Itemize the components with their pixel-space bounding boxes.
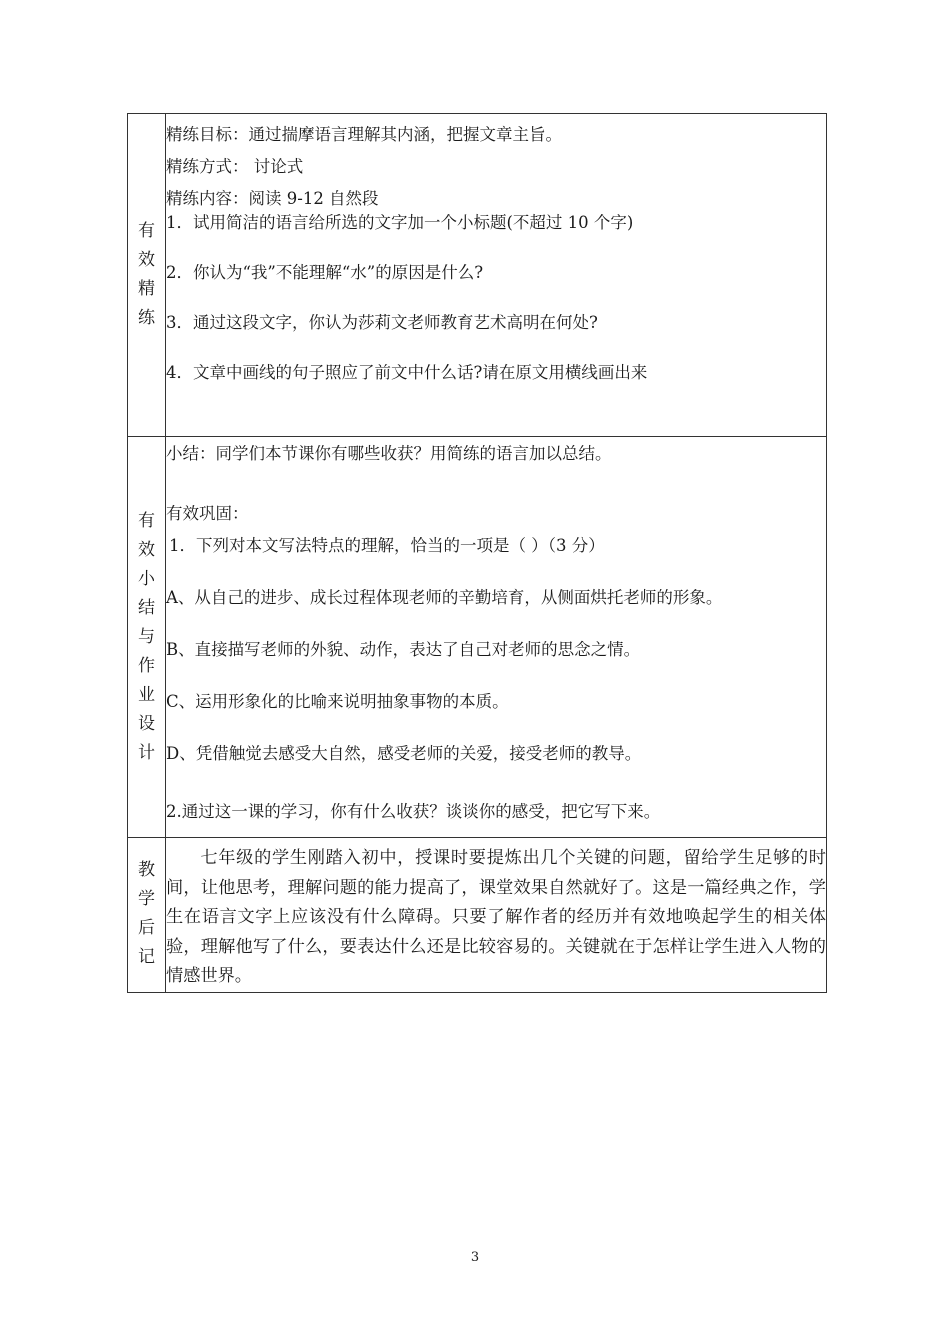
practice-question-4: 4．文章中画线的句子照应了前文中什么话?请在原文用横线画出来 xyxy=(166,363,648,382)
summary-content xyxy=(166,437,827,838)
row-label-cell xyxy=(128,437,166,838)
option-b: B、直接描写老师的外貌、动作，表达了自己对老师的思念之情。 xyxy=(166,640,641,659)
practice-content xyxy=(166,114,827,437)
row-label-summary: 有效小结与作业设计 xyxy=(138,510,155,763)
row-label-cell xyxy=(128,838,166,993)
practice-content-range: 精练内容：阅读 9-12 自然段 xyxy=(166,189,379,208)
row-label-practice: 有效精练 xyxy=(138,221,155,328)
row-teaching-notes xyxy=(128,838,827,993)
lesson-plan-table xyxy=(127,113,827,993)
practice-question-2: 2．你认为“我”不能理解“水”的原因是什么? xyxy=(166,263,484,282)
homework-question-2: 2.通过这一课的学习，你有什么收获？谈谈你的感受，把它写下来。 xyxy=(166,802,661,821)
option-a: A、从自己的进步、成长过程体现老师的辛勤培育，从侧面烘托老师的形象。 xyxy=(166,588,723,607)
homework-question-1: 1．下列对本文写法特点的理解，恰当的一项是（ ）（3 分） xyxy=(169,536,605,555)
row-effective-practice xyxy=(128,114,827,437)
option-d: D、凭借触觉去感受大自然，感受老师的关爱，接受老师的教导。 xyxy=(166,744,642,763)
practice-method: 精练方式： 讨论式 xyxy=(166,157,304,176)
option-c: C、运用形象化的比喻来说明抽象事物的本质。 xyxy=(166,692,509,711)
practice-question-1: 1．试用简洁的语言给所选的文字加一个小标题(不超过 10 个字) xyxy=(166,213,634,232)
summary-text: 小结：同学们本节课你有哪些收获？用简练的语言加以总结。 xyxy=(166,444,612,463)
page-number: 3 xyxy=(470,1250,480,1265)
row-label-notes: 教学后记 xyxy=(138,860,155,967)
practice-question-3: 3．通过这段文字，你认为莎莉文老师教育艺术高明在何处? xyxy=(166,313,598,332)
row-label-cell xyxy=(128,114,166,437)
teaching-reflection-paragraph: 七年级的学生刚踏入初中，授课时要提炼出几个关键的问题，留给学生足够的时间，让他思考，理解问题的能力提高了，课堂效果自然就好了。这是一篇经典之作，学生在语言文字上应该没有什么障碍。只要了解作者的经历并有效地唤起学生的相关体验，理解他写了什么，要表达什么还是比较容易的。关键就在于怎样让学生进入人物的情感世界。 xyxy=(166,848,826,986)
row-summary-homework xyxy=(128,437,827,838)
practice-goal: 精练目标：通过揣摩语言理解其内涵，把握文章主旨。 xyxy=(166,125,562,144)
notes-content xyxy=(166,838,827,993)
consolidate-heading: 有效巩固： xyxy=(166,504,249,523)
